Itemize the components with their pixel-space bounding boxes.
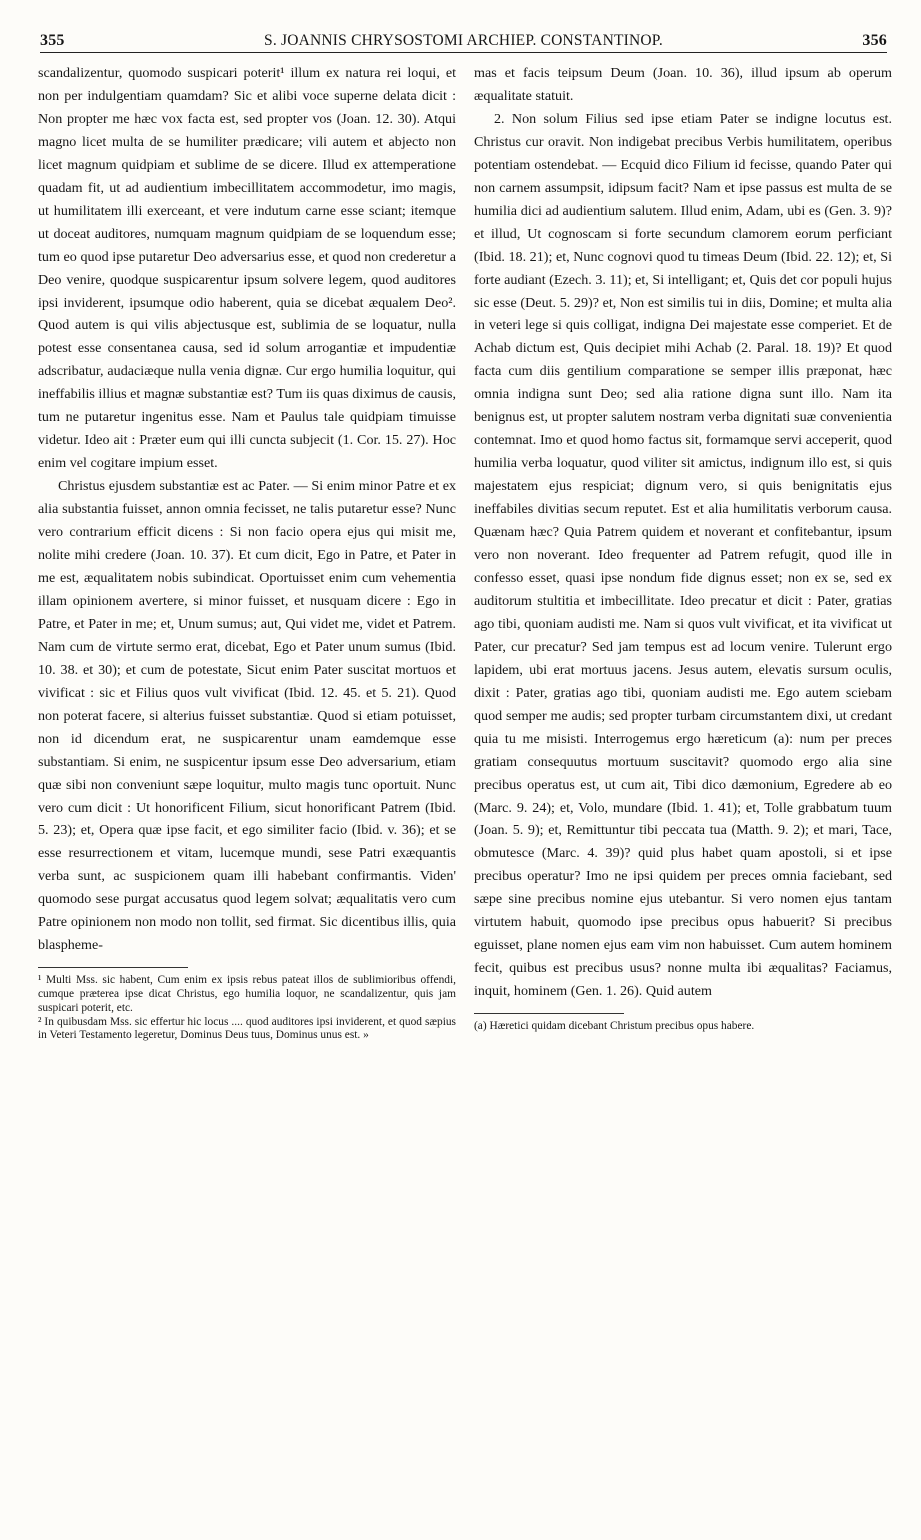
right-paragraph-1: mas et facis teipsum Deum (Joan. 10. 36), illud ipsum ab operum æqualitate statuit. <box>474 65 892 104</box>
running-header <box>40 10 887 53</box>
footnote-rule <box>474 1013 624 1014</box>
left-column <box>38 62 456 1043</box>
left-paragraph-2: Christus ejusdem substantiæ est ac Pater. — Si enim minor Patre et ex alia substantia fuisset, annon omnia fecisset, ne talis putaretur esse? Nunc vero contrarium efficit dicens : Si non facio opera ejus qui misit me, nolite mihi credere (Joan. 10. 37). Et cum dicit, Ego in Patre, et Pater in me est, æqualitatem nobis subindicat. Oportuisset enim cum vehementia illam opinionem avertere, si minor fuisset, et nusquam dicere : Ego in Patre, et Pater in me; et, Unum sumus; aut, Qui videt me, videt et Patrem. Nam cum de virtute sermo erat, dicebat, Ego et Pater unum sumus (Ibid. 10. 38. et 30); et cum de potestate, Sicut enim Pater suscitat mortuos et vivificat : sic et Filius quos vult vivificat (Ibid. 12. 45. et 5. 21). Quod non poterat facere, si alterius fuisset substantiæ. Quod si etiam potuisset, non id dicendum erat, ne suspicarentur unam eamdemque esse substantiam. Si enim, ne suspicentur ipsum esse Deo adversarium, etiam quæ sibi non conveniunt sæpe loquitur, multo magis tunc oportuit. Nunc vero cum dicit : Ut honorificent Filium, sicut honorificant Patrem (Ibid. 5. 23); et, Opera quæ ipse facit, et ego similiter facio (Ibid. v. 36); et se esse resurrectionem et vitam, lucemque mundi, sese Patri exæquantis verba sunt, ac suspicionem quam illi habebant confirmantis. Viden' quomodo sese purgat accusatus quod legem solvat; æqualitatis vero cum Patre opinionem non modo non tollit, sed firmat. Sic dicentibus illis, quia blaspheme- <box>38 478 456 954</box>
running-title: S. JOANNIS CHRYSOSTOMI ARCHIEP. CONSTANTINOP. <box>264 32 663 49</box>
right-paragraph-2: 2. Non solum Filius sed ipse etiam Pater se indigne locutus est. Christus cur oravit. Non indigebat precibus Verbis humilitatem, operibus potentiam ostendebat. — Ecquid dico Filium id fecisse, quando Pater qui non carnem assumpsit, idipsum facit? Nam et ipse passus est multa de se humilia dici ad audientium salutem. Illud enim, Adam, ubi es (Gen. 3. 9)? et illud, Ut cognoscam si forte secundum clamorem eorum perficiant (Ibid. 18. 21); et, Nunc cognovi quod tu timeas Deum (Ibid. 22. 12); et, Si forte audiant (Ezech. 3. 11); et, Si intelligant; et, Quis det cor populi hujus sic esse (Deut. 5. 29)? et, Non est similis tui in diis, Domine; et multa alia in veteri lege si quis colligat, indigna Dei majestate esse comperiet. Et de Achab dictum est, Quis decipiet mihi Achab (2. Paral. 18. 19)? Et quod facta cum diis gentilium comparatione se semper illis præponat, hæc omnia indigna sunt Deo; sed alia ratione digna sunt illo. Nam ita benignus est, ut propter salutem nostram verba dignitati suæ convenientia contemnat. Imo et quod homo factus sit, formamque servi acceperit, quod humilia verba loquatur, quod viliter sit amictus, indignum illo est, si quis majestatem ejus respiciat; dignum vero, si quis benignitatis ejus ineffabiles divitias secum reputet. Est et alia humilitatis verborum causa. Quænam hæc? Quia Patrem quidem et noverant et confitebantur, ipsum vero non noverant. Ideo frequenter ad Patrem refugit, quod ille in confesso esset, quasi ipse nondum fide dignus esset; non ex se, sed ex auditorum stultitia et imbecillitate. Ideo precatur et dicit : Pater, gratias ago tibi, quoniam audisti me. Nam si quos vult vivificat, et ita vivificat ut Pater, cur precatur? Sed jam tempus est ad locum venire. Tulerunt ergo lapidem, ubi erat mortuus jacens. Jesus autem, elevatis sursum oculis, dixit : Pater, gratias ago tibi, quoniam audisti me. Ego autem sciebam quod semper me audis; sed propter turbam circumstantem dixi, ut credant quia tu me misisti. Interrogemus ergo hæreticum (a): num per preces gratiam consequutus mortuum suscitavit? quomodo ergo alia sine precibus operatus est, ut cum ait, Tibi dico dæmonium, Egredere ab eo (Marc. 9. 24); et, Volo, mundare (Ibid. 1. 41); et, Tolle grabbatum tuum (Joan. 5. 9); et, Remittuntur tibi peccata tua (Matth. 9. 2); et mari, Tace, obmutesce (Marc. 4. 39)? quid plus habet quam apostoli, si et ipse precibus operatur? Imo ne ipsi quidem per preces omnia faciebant, sed sæpe sine precibus nomine ejus utebantur. Si vero nomen ejus tantam virtutem habuit, quomodo ipse precibus opus habuerit? Si precibus eguisset, plane nomen ejus eam vim non habuisset. Cum autem hominem fecit, quibus est precibus usus? nonne multa ibi æqualitas? Faciamus, inquit, hominem (Gen. 1. 26). Quid autem <box>474 110 892 1000</box>
right-column <box>474 62 892 1034</box>
left-page-number: 355 <box>40 32 65 49</box>
footnote-rule <box>38 967 188 968</box>
footnote-2: ² In quibusdam Mss. sic effertur hic locus .... quod auditores ipsi inviderent, et quod sæpius in Veteri Testamento legeretur, Dominus Deus tuus, Dominus unus est. » <box>38 1015 456 1042</box>
left-paragraph-1: scandalizentur, quomodo suspicari poterit¹ illum ex natura rei loqui, et non per indulgentiam quamdam? Sic et alibi voce superne delata dicit : Non propter me hæc vox facta est, sed propter vos (Joan. 12. 30). Atqui magno licet multa de se humiliter prædicare; vili autem et abjecto non licet magnum quidpiam et sublime de se dicere. Illud ex attemperatione quadam fit, ut ad audientium imbecillitatem accommodetur, imo magis, ut humilitatem illi exerceant, et vere indutum carne esse sciant; itemque ut doceat auditores, numquam magnum quidpiam de se loquendum esse; tum eo quod ipse putaretur Deo adversarius esse, et quod non crederetur a Deo venire, quodque suspicarentur ipsum solvere legem, quod auditores ipsi inviderent, ipsumque odio haberent, quia se dicebat æqualem Deo². Quod autem is qui vilis abjectusque est, sublimia de se loquatur, nulla potest esse consentanea causa, sed id solum arrogantiæ et impudentiæ adscribatur, audaciæque nulla venia dignæ. Cur ergo humilia loquitur, qui ineffabilis illius et magnæ substantiæ est? Tum iis quas diximus de causis, tum ne putaretur ingenitus esse. Nam et Paulus tale quidpiam timuisse videtur. Ideo ait : Præter eum qui illi cuncta subjecit (1. Cor. 15. 27). Hoc enim vel cogitare impium esset. <box>38 65 456 472</box>
footnote-1: ¹ Multi Mss. sic habent, Cum enim ex ipsis rebus pateat illos de sublimioribus offendi, cumque præterea ipse dicat Christus, ego humilia loquor, ne scandalizentur, quis jam suspicari poterit, etc. <box>38 974 456 1014</box>
footnote-a: (a) Hæretici quidam dicebant Christum precibus opus habere. <box>474 1020 755 1033</box>
right-page-number: 356 <box>862 32 887 49</box>
